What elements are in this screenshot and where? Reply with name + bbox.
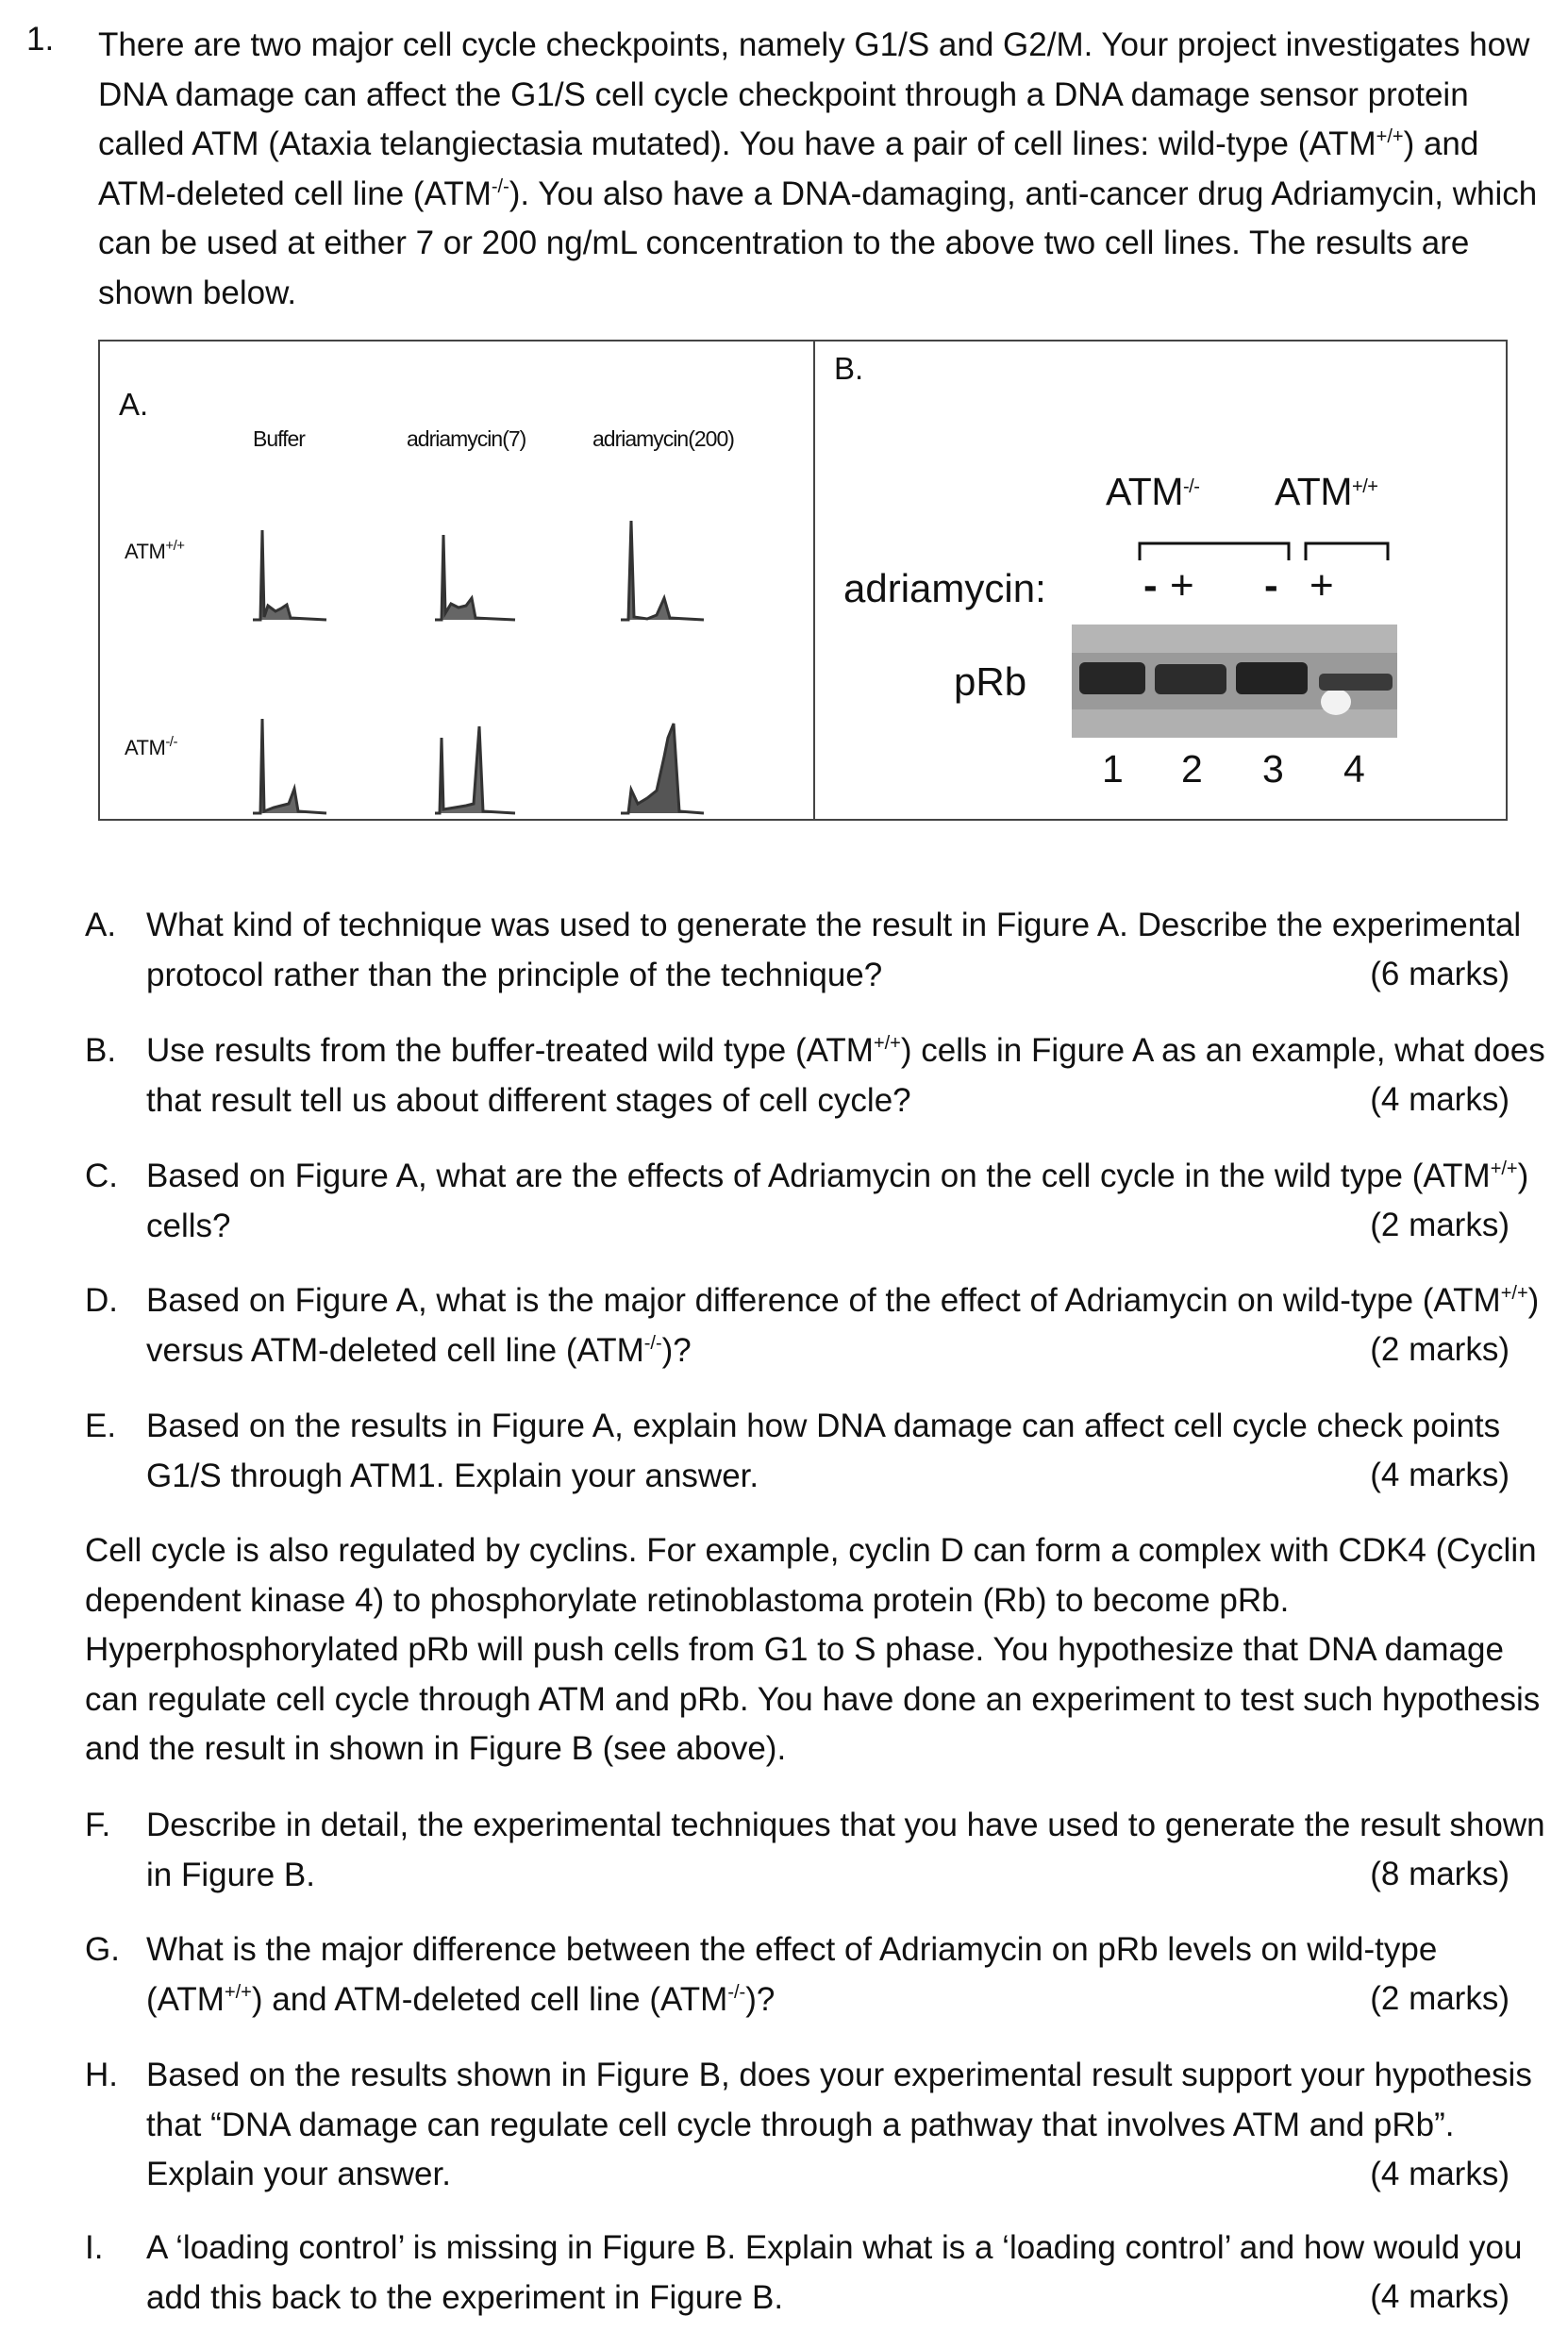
cyclin-paragraph: Cell cycle is also regulated by cyclins. For example, cyclin D can form a complex with CDK4 (Cyclin dependent kinase 4) to phosphorylate retinoblastoma protein (Rb) to become pRb. Hyperphosphorylated pRb will push cells from G1 to S phase. You hypothesize that DNA damage can regulate cell cycle through ATM and pRb. You have done an experiment to test such hypothesis and the result in shown in Figure B (see above). [85,1532,1541,1767]
treatment-lane-4: + [1309,562,1334,608]
flow-histograms [100,342,813,821]
lane-1: 1 [1102,747,1124,791]
question-e: E. Based on the results in Figure A, explain how DNA damage can affect cell cycle check points G1/S through ATM1. Explain your answer. (4 marks) [85,1408,1510,1494]
intro-part-3: ) and ATM-deleted cell line (ATM [98,125,1479,212]
adriamycin-label: adriamycin: [843,566,1046,610]
column-adriamycin-7: adriamycin(7) [407,426,526,451]
band-lane-4-blank [1321,689,1351,715]
row-atm-wt: ATM+/+ [125,538,185,563]
row-atm-ko: ATM-/- [125,734,177,759]
blot-group-atm-wt: ATM+/+ [1275,470,1378,513]
figure-divider [813,342,815,819]
band-lane-4 [1319,674,1393,691]
western-blot [1072,625,1397,738]
intro-sup-1: +/+ [1376,126,1404,147]
intro-part-2: (ATM [1297,125,1376,162]
lane-4: 4 [1343,747,1365,791]
panel-b-label: B. [834,351,864,386]
histogram-wt-buffer [253,530,326,620]
column-adriamycin-200: adriamycin(200) [592,426,734,451]
question-i: I. A ‘loading control’ is missing in Figure B. Explain what is a ‘loading control’ and how would you add this back to the experiment in Figure B. (4 marks) [85,2229,1523,2316]
question-b: B. Use results from the buffer-treated wild type (ATM+/+) cells in Figure A as an example, what does that result tell us about different stages of cell cycle? (4 marks) [85,1032,1545,1119]
histogram-ko-adr200 [621,724,704,813]
band-lane-2 [1155,664,1226,694]
panel-a-label: A. [119,387,149,422]
treatment-lane-1: - [1143,562,1158,608]
treatment-lane-2: + [1170,562,1194,608]
histogram-ko-buffer [253,719,326,813]
question-h: H. Based on the results shown in Figure B, does your experimental result support your hypothesis that “DNA damage can regulate cell cycle through a pathway that involves ATM and pRb”. Explain your answer. (4 marks) [85,2057,1532,2192]
intro-part-4: ). You also have a DNA-damaging, anti-cancer drug Adriamycin, which can be used at either 7 or 200 ng/mL concentration to the above two cell lines. The results are shown below. [98,175,1538,311]
band-lane-1 [1079,662,1145,694]
intro-text [98,21,1551,318]
histogram-wt-adr200 [621,521,704,620]
histogram-ko-adr7 [435,726,515,813]
figure [98,340,1508,821]
question-d: D. Based on Figure A, what is the major difference of the effect of Adriamycin on wild-type (ATM+/+) versus ATM-deleted cell line (ATM-/-)? (2 marks) [85,1282,1540,1369]
intro-sup-2: -/- [491,175,509,197]
lane-3: 3 [1262,747,1284,791]
question-f: F. Describe in detail, the experimental techniques that you have used to generate the result shown in Figure B. (8 marks) [85,1807,1545,1893]
blot-group-atm-ko: ATM-/- [1106,470,1200,513]
lane-2: 2 [1181,747,1203,791]
question-c: C. Based on Figure A, what are the effects of Adriamycin on the cell cycle in the wild type (ATM+/+) cells? (2 marks) [85,1158,1529,1244]
prb-label: pRb [954,659,1027,704]
question-g: G. What is the major difference between the effect of Adriamycin on pRb levels on wild-type (ATM+/+) and ATM-deleted cell line (ATM-/-)? (2 marks) [85,1931,1510,2018]
question-a: A. What kind of technique was used to generate the result in Figure A. Describe the experimental protocol rather than the principle of the technique? (6 marks) [85,907,1522,993]
question-number: 1. [26,21,55,58]
band-lane-3 [1236,662,1308,694]
histogram-wt-adr7 [435,535,515,620]
intro-part-1: There are two major cell cycle checkpoints, namely G1/S and G2/M. Your project investigates how DNA damage can affect the G1/S cell cycle checkpoint through a DNA damage sensor protein called ATM (Ataxia telangiectasia mutated). You have a pair of cell lines: wild-type [98,26,1530,162]
column-buffer: Buffer [253,426,305,451]
treatment-lane-3: - [1264,562,1278,608]
